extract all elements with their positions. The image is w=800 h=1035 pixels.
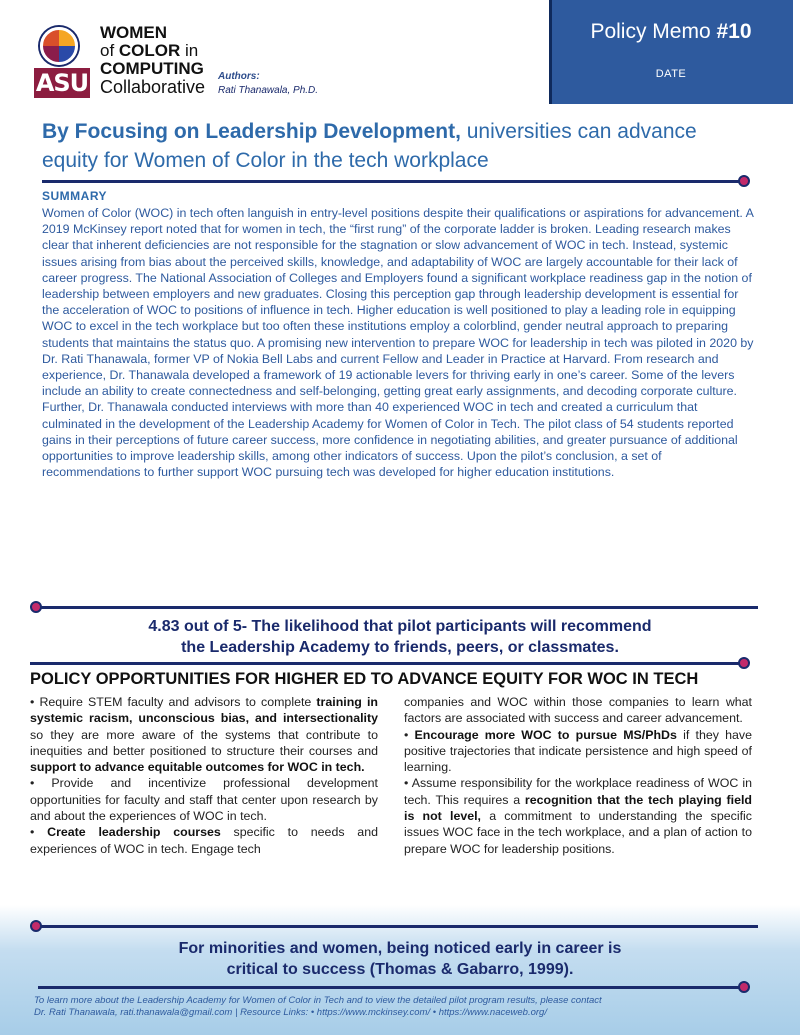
author-name: Rati Thanawala, Ph.D. (218, 85, 319, 96)
footer-note (34, 995, 774, 1019)
stat-line-1: 4.83 out of 5- The likelihood that pilot participants will recommend (148, 618, 652, 635)
divider (38, 606, 758, 609)
summary-heading: SUMMARY (42, 189, 108, 203)
policy-column-left (30, 694, 378, 857)
divider-dot (738, 175, 750, 187)
divider-dot (30, 601, 42, 613)
quote-callout (100, 938, 700, 980)
policy-heading: POLICY OPPORTUNITIES FOR HIGHER ED TO ADVANCE EQUITY FOR WOC IN TECH (30, 670, 699, 688)
policy-item: • Assume responsibility for the workplace readiness of WOC in tech. This requires a recognition that the tech playing field is not level, a commitment to understanding the specific issues WOC face in the tech workplace, and a plan of action to prepare WOC for leadership positions. (404, 776, 753, 856)
memo-date: DATE (655, 68, 687, 80)
summary-text: Women of Color (WOC) in tech often languish in entry-level positions despite their qualifications or aspirations for advancement. A 2019 McKinsey report noted that for women in tech, the “first rung” of the corporate ladder is broken. Leading research makes clear that inherent deficiencies are not responsible for the stagnation or slow advancement of WOC in tech. Instead, systemic issues arising from bias about the perceived skills, knowledge, and adaptability of WOC are largely accountable for their lack of career progress. The National Association of Colleges and Employers found a significant workplace readiness gap in the notion of leadership between employers and new graduates. Closing this perception gap through leadership development is essential for the acceleration of WOC to positions of influence in tech. Higher education is well positioned to play a leading role in equipping WOC to excel in the tech workplace but too often these institutions employ a colorblind, gender neutral approach to preparing students that maintains the status quo. A promising new intervention to prepare WOC for leadership in tech was piloted in 2020 by Dr. Rati Thanawala, former VP of Nokia Bell Labs and current Fellow and Leader in Practice at Harvard. From research and experience, Dr. Thanawala developed a framework of 19 actionable levers for thriving early in one’s career. Some of the levers include an ability to create connectedness and self-belonging, getting great early assignments, and decoding corporate culture. Further, Dr. Thanawala conducted interviews with more than 40 experienced WOC in tech and created a curriculum that culminated in the development of the Leadership Academy for Women of Color in Tech. The pilot class of 54 students reported gains in their perceptions of future career success, more confidence in negotiating abilities, and greater pursuance of additional opportunities to improve leadership skills, among other indicators of success. Upon the pilot’s conclusion, a set of recommendations to further support WOC pursuing tech was developed for higher education institutions. (42, 206, 754, 480)
org-line-2: of COLOR in (100, 41, 199, 60)
divider-dot (30, 920, 42, 932)
memo-banner (549, 0, 793, 104)
divider-dot (738, 657, 750, 669)
stat-line-2: the Leadership Academy to friends, peers, or classmates. (181, 639, 619, 656)
org-line-4: Collaborative (100, 77, 206, 97)
authors-block (218, 70, 318, 98)
policy-column-right (404, 694, 752, 857)
footer-line-1: To learn more about the Leadership Academy for Women of Color in Tech and to view the detailed pilot program results, please contact (34, 995, 602, 1006)
authors-label: Authors: (218, 71, 260, 82)
divider (38, 925, 758, 928)
policy-item-continued: companies and WOC within those companies to learn what factors are associated with success and career advancement. (404, 695, 752, 726)
stat-callout (70, 616, 730, 658)
page-title: By Focusing on Leadership Development, universities can advance equity for Women of Color in the tech workplace (42, 120, 697, 172)
policy-item: • Provide and incentivize professional development opportunities for faculty and staff that center upon research by and about the experiences of WOC in tech. (30, 776, 378, 824)
divider (30, 662, 744, 665)
footer-line-2: Dr. Rati Thanawala, rati.thanawala@gmail.com | Resource Links: • https://www.mckinsey.com/ • https://www.naceweb.org/ (34, 1007, 547, 1018)
divider (42, 180, 742, 183)
memo-title: Policy Memo #10 (590, 20, 752, 43)
policy-item: • Create leadership courses specific to needs and experiences of WOC in tech. Engage tech (30, 825, 378, 856)
asu-logo: ASU (35, 69, 89, 97)
org-name (100, 24, 205, 96)
org-line-3: COMPUTING (100, 59, 204, 78)
quote-line-2: critical to success (Thomas & Gabarro, 1999). (226, 961, 574, 978)
quote-line-1: For minorities and women, being noticed early in career is (178, 940, 622, 957)
policy-item: • Require STEM faculty and advisors to complete training in systemic racism, unconscious bias, and intersectionality so they are more aware of the systems that contribute to inequities and better positioned to structure their courses and support to advance equitable outcomes for WOC in tech. (30, 695, 378, 775)
divider-dot (738, 981, 750, 993)
woc-logo-icon (40, 27, 78, 65)
policy-item: • Encourage more WOC to pursue MS/PhDs if they have positive trajectories that indicate persistence and high speed of learning. (404, 727, 752, 775)
divider (38, 986, 743, 989)
org-line-1: WOMEN (100, 23, 168, 42)
